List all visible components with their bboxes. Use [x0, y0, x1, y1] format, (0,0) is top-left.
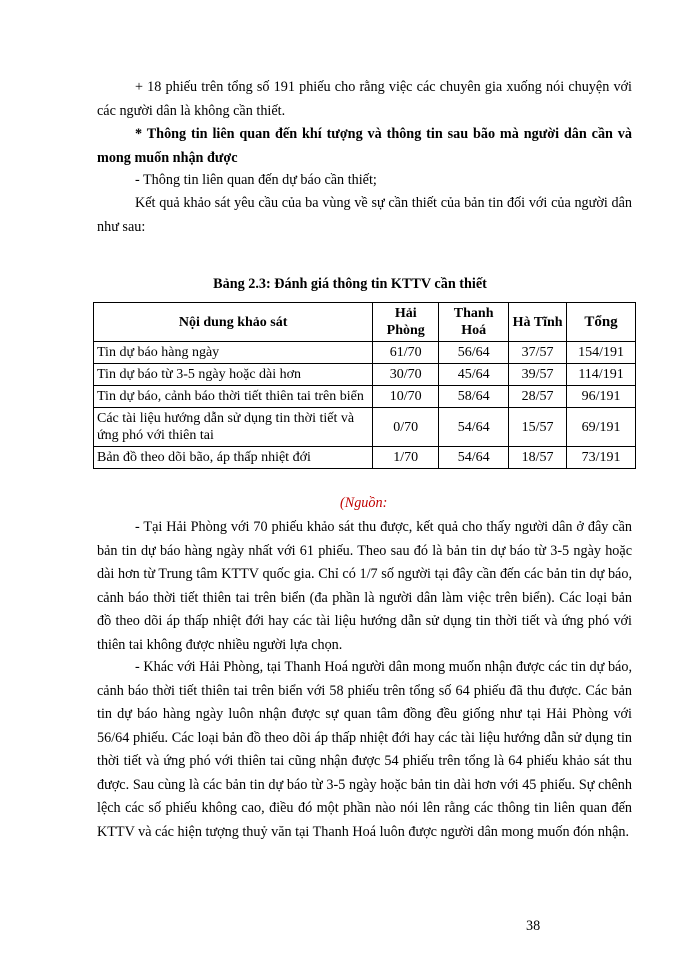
table-cell: 15/57 [509, 408, 567, 447]
table-cell: 114/191 [567, 364, 636, 386]
table-cell: 18/57 [509, 447, 567, 469]
table-row [94, 447, 636, 469]
table-cell: 28/57 [509, 386, 567, 408]
table-cell: 30/70 [373, 364, 439, 386]
table-row [94, 364, 636, 386]
table-cell: 37/57 [509, 342, 567, 364]
column-header: Hải Phòng [373, 303, 439, 342]
table-cell: 10/70 [373, 386, 439, 408]
table-cell: 61/70 [373, 342, 439, 364]
table-cell: 73/191 [567, 447, 636, 469]
table-row [94, 408, 636, 447]
paragraph-2: - Thông tin liên quan đến dự báo cần thiết; [135, 172, 377, 188]
table-cell: Tin dự báo hàng ngày [94, 342, 373, 364]
paragraph-5: - Khác với Hải Phòng, tại Thanh Hoá người dân mong muốn nhận được các tin dự báo, cảnh báo thời tiết thiên tai trên biển với 58 phiếu trên tổng số 64 phiếu đã thu được. Các bản tin dự báo hàng ngày luôn nhận được sự quan tâm đồng đều giống như tại Hải Phòng với 56/64 phiếu. Các loại bản đồ theo dõi áp thấp nhiệt đới hay các tài liệu hướng dẫn sử dụng tin thời tiết và ứng phó với thiên tai cũng nhận được 54 phiếu trên tổng là 64 phiếu khảo sát thu được. Sau cùng là các bản tin dự báo từ 3-5 ngày hoặc bản tin dài hơn với 45 phiếu. Sự chênh lệch các số phiếu không cao, điều đó một phần nào nói lên rằng các thông tin liên quan đến KTTV và các hiện tượng thuỷ văn tại Thanh Hoá luôn được người dân mong muốn đón nhận. [97, 659, 632, 840]
column-header: Nội dung khảo sát [94, 303, 373, 342]
column-header: Tổng [567, 303, 636, 342]
table-cell: 58/64 [439, 386, 509, 408]
table-cell: 69/191 [567, 408, 636, 447]
table-source-note: (Nguồn: [340, 495, 388, 511]
table-cell: 1/70 [373, 447, 439, 469]
column-header: Hà Tĩnh [509, 303, 567, 342]
section-heading: * Thông tin liên quan đến khí tượng và thông tin sau bão mà người dân cần và mong muốn nhận được [97, 126, 632, 166]
table-cell: 39/57 [509, 364, 567, 386]
table-header-row [94, 303, 636, 342]
paragraph-4: - Tại Hải Phòng với 70 phiếu khảo sát thu được, kết quả cho thấy người dân ở đây cần bản tin dự báo hàng ngày nhất với 61 phiếu. Theo sau đó là bản tin dự báo từ 3-5 ngày hoặc dài hơn từ Trung tâm KTTV quốc gia. Chỉ có 1/7 số người tại đây cần đến các bản tin dự báo, cảnh báo thời tiết thiên tai trên biển (đa phần là người dân làm việc trên biển). Các loại bản đồ theo dõi áp thấp nhiệt đới hay các tài liệu hướng dẫn sử dụng tin thời tiết và ứng phó với thiên tai không được nhiều người lựa chọn. [97, 519, 632, 653]
table-cell: 45/64 [439, 364, 509, 386]
table-row [94, 342, 636, 364]
table-cell: 54/64 [439, 408, 509, 447]
survey-table [93, 302, 636, 469]
table-cell: Tin dự báo từ 3-5 ngày hoặc dài hơn [94, 364, 373, 386]
paragraph-3: Kết quả khảo sát yêu cầu của ba vùng về sự cần thiết của bản tin đối với của người dân như sau: [97, 195, 632, 235]
table-cell: 96/191 [567, 386, 636, 408]
table-cell: Bản đồ theo dõi bão, áp thấp nhiệt đới [94, 447, 373, 469]
table-cell: 56/64 [439, 342, 509, 364]
table-cell: Các tài liệu hướng dẫn sử dụng tin thời tiết và ứng phó với thiên tai [94, 408, 373, 447]
table-cell: Tin dự báo, cảnh báo thời tiết thiên tai trên biển [94, 386, 373, 408]
table-cell: 154/191 [567, 342, 636, 364]
column-header: Thanh Hoá [439, 303, 509, 342]
table-cell: 0/70 [373, 408, 439, 447]
table-row [94, 386, 636, 408]
paragraph-1: + 18 phiếu trên tổng số 191 phiếu cho rằng việc các chuyên gia xuống nói chuyện với các người dân là không cần thiết. [97, 79, 632, 119]
page-number: 38 [526, 918, 541, 934]
table-cell: 54/64 [439, 447, 509, 469]
table-caption: Bảng 2.3: Đánh giá thông tin KTTV cần thiết [213, 276, 487, 292]
